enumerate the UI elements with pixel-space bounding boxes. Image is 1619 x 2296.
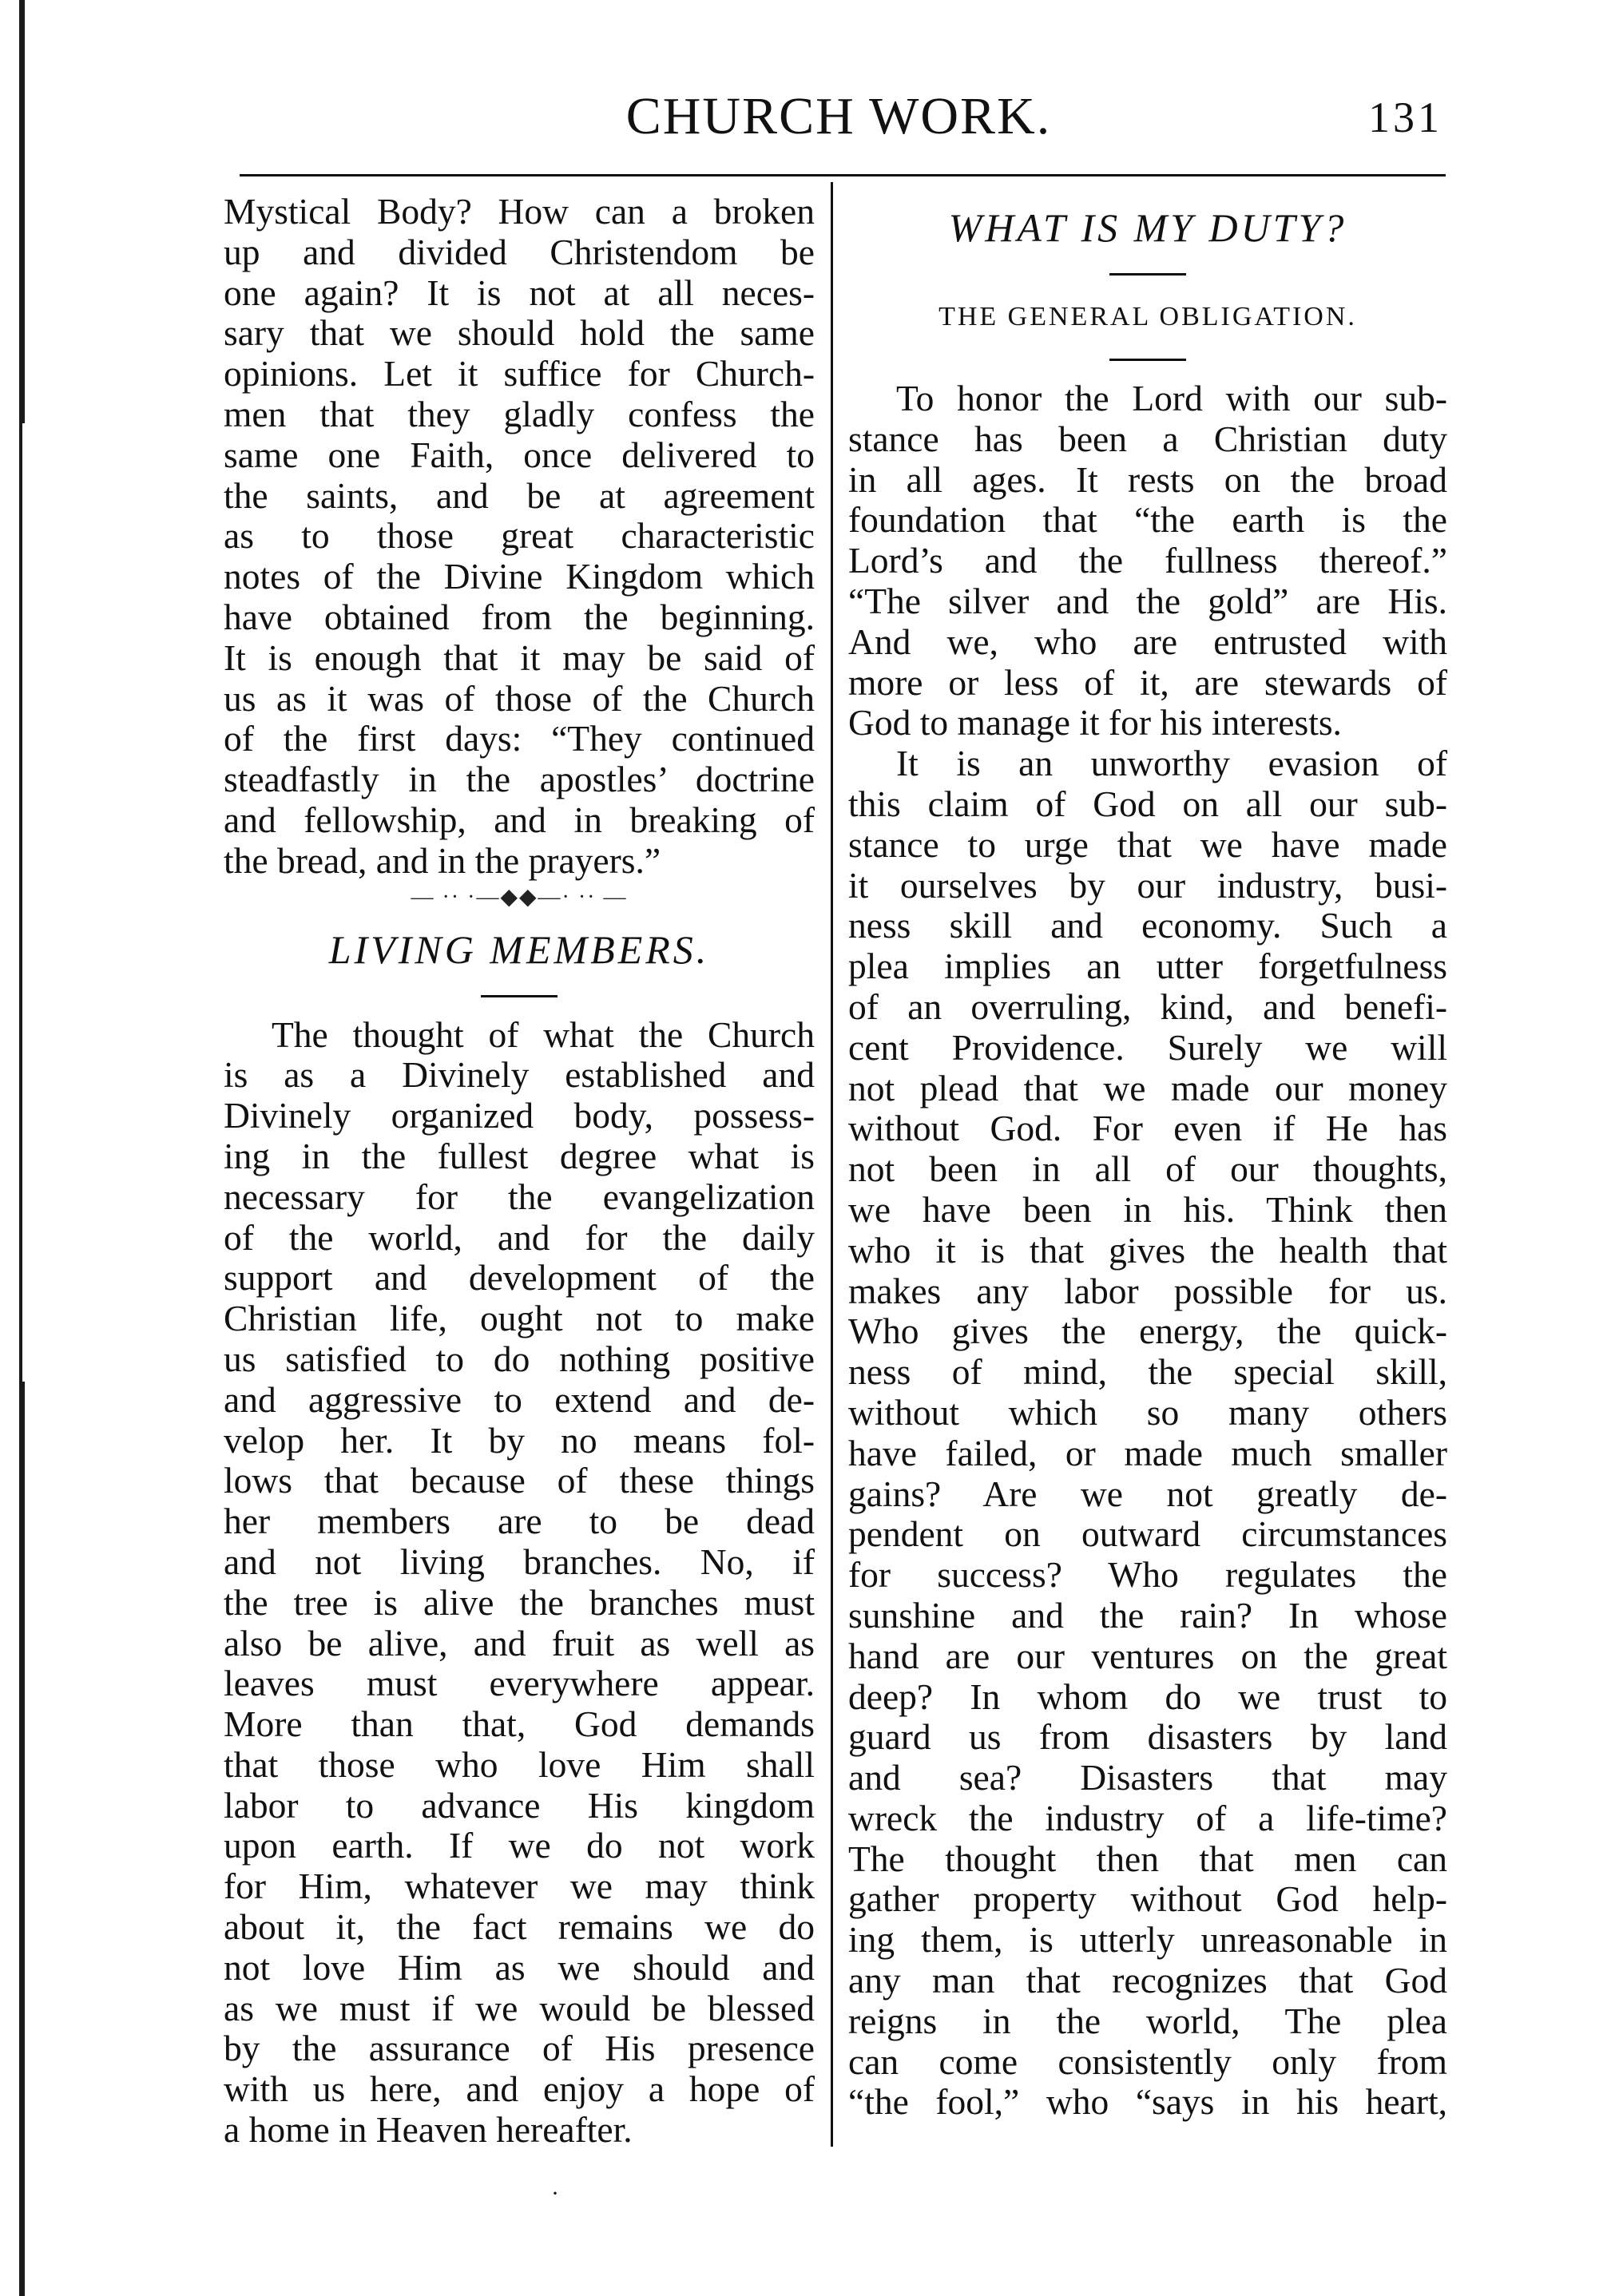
- text-line: not been in all of our thoughts,: [848, 1148, 1447, 1190]
- text-line: hand are our ventures on the great: [848, 1635, 1447, 1676]
- text-line: us as it was of those of the Church: [224, 677, 815, 719]
- text-line: sary that we should hold the same: [224, 312, 815, 354]
- text-line: velop her. It by no means fol-: [224, 1419, 815, 1461]
- text-line: without God. For even if He has: [848, 1108, 1447, 1149]
- text-line: “The silver and the gold” are His.: [848, 580, 1447, 621]
- text-line: ing them, is utterly unreasonable in: [848, 1919, 1447, 1961]
- text-line: It is an unworthy evasion of: [896, 743, 1447, 784]
- text-line: men that they gladly confess the: [224, 393, 815, 434]
- text-line: the tree is alive the branches must: [224, 1581, 815, 1623]
- section-title-living-members: LIVING MEMBERS.: [328, 926, 710, 972]
- right-column: [848, 192, 1447, 2123]
- text-line: It is enough that it may be said of: [224, 636, 815, 678]
- text-line: guard us from disasters by land: [848, 1716, 1447, 1758]
- text-line: this claim of God on all our sub-: [848, 783, 1447, 824]
- text-line: the saints, and be at agreement: [224, 474, 815, 516]
- text-line: without which so many others: [848, 1391, 1447, 1433]
- text-line: and sea? Disasters that may: [848, 1757, 1447, 1798]
- text-line: reigns in the world, The plea: [848, 2000, 1447, 2041]
- subheading-general-obligation: THE GENERAL OBLIGATION.: [938, 302, 1357, 331]
- text-line: by the assurance of His presence: [224, 2028, 815, 2069]
- text-line: also be alive, and fruit as well as: [224, 1622, 815, 1664]
- text-line: about it, the fact remains we do: [224, 1906, 815, 1948]
- living-members-paragraph: [224, 1015, 815, 2151]
- column-divider: [831, 182, 833, 2147]
- text-line: it ourselves by our industry, busi-: [848, 864, 1447, 906]
- text-line: gather property without God help-: [848, 1878, 1447, 1920]
- text-line: Lord’s and the fullness thereof.”: [848, 540, 1447, 581]
- text-line: To honor the Lord with our sub-: [896, 378, 1447, 418]
- text-line: upon earth. If we do not work: [224, 1825, 815, 1866]
- text-line: labor to advance His kingdom: [224, 1784, 815, 1826]
- header-rule: [240, 174, 1446, 176]
- text-line: ness skill and economy. Such a: [848, 905, 1447, 946]
- left-column: [224, 192, 815, 2151]
- section-rule: [1109, 359, 1186, 361]
- text-line: foundation that “the earth is the: [848, 499, 1447, 541]
- text-line: us satisfied to do nothing positive: [224, 1338, 815, 1379]
- print-speck: ·: [551, 2180, 559, 2207]
- text-line: of the first days: “They continued: [224, 718, 815, 759]
- section-rule: [481, 995, 558, 997]
- text-line: have failed, or made much smaller: [848, 1432, 1447, 1473]
- text-line: ness of mind, the special skill,: [848, 1351, 1447, 1393]
- text-line: as we must if we would be blessed: [224, 1987, 815, 2028]
- text-line: The thought of what the Church: [272, 1013, 815, 1055]
- text-line: with us here, and enjoy a hope of: [224, 2068, 815, 2110]
- text-line: more or less of it, are stewards of: [848, 661, 1447, 703]
- text-line: for success? Who regulates the: [848, 1554, 1447, 1596]
- text-line: necessary for the evangelization: [224, 1176, 815, 1217]
- section-title-what-is-my-duty: WHAT IS MY DUTY?: [948, 205, 1347, 250]
- text-line: leaves must everywhere appear.: [224, 1663, 815, 1704]
- text-line: we have been in his. Think then: [848, 1188, 1447, 1230]
- text-line: The thought then that men can: [848, 1838, 1447, 1879]
- continuation-paragraph: [224, 192, 815, 882]
- text-line: “the fool,” who “says in his heart,: [848, 2081, 1447, 2123]
- text-line: up and divided Christendom be: [224, 231, 815, 272]
- text-line: her members are to be dead: [224, 1501, 815, 1542]
- text-line: as to those great characteristic: [224, 515, 815, 557]
- text-line: not plead that we made our money: [848, 1067, 1447, 1108]
- text-line: have obtained from the beginning.: [224, 596, 815, 637]
- text-line: ing in the fullest degree what is: [224, 1135, 815, 1176]
- text-line: for Him, whatever we may think: [224, 1866, 815, 1907]
- text-line: of an overruling, kind, and benefi-: [848, 985, 1447, 1027]
- running-head: [224, 80, 1454, 168]
- text-line: pendent on outward circumstances: [848, 1513, 1447, 1555]
- text-line: of the world, and for the daily: [224, 1216, 815, 1258]
- text-line: gains? Are we not greatly de-: [848, 1473, 1447, 1514]
- text-line: that those who love Him shall: [224, 1743, 815, 1785]
- text-line: makes any labor possible for us.: [848, 1270, 1447, 1311]
- text-line: and fellowship, and in breaking of: [224, 799, 815, 840]
- text-line: and aggressive to extend and de-: [224, 1378, 815, 1420]
- text-line: any man that recognizes that God: [848, 1960, 1447, 2001]
- text-line: wreck the industry of a life-time?: [848, 1797, 1447, 1838]
- text-line: same one Faith, once delivered to: [224, 434, 815, 475]
- text-line: stance has been a Christian duty: [848, 418, 1447, 459]
- text-line: steadfastly in the apostles’ doctrine: [224, 759, 815, 800]
- text-line: Who gives the energy, the quick-: [848, 1311, 1447, 1352]
- section-ornament: — ·· ·—◆◆—· ·· —: [411, 884, 628, 910]
- text-line: the bread, and in the prayers.”: [224, 839, 661, 881]
- text-line: support and development of the: [224, 1257, 815, 1299]
- text-line: And we, who are entrusted with: [848, 621, 1447, 662]
- text-line: Christian life, ought not to make: [224, 1298, 815, 1339]
- text-line: can come consistently only from: [848, 2040, 1447, 2082]
- text-line: in all ages. It rests on the broad: [848, 458, 1447, 500]
- text-line: and not living branches. No, if: [224, 1541, 815, 1582]
- text-line: deep? In whom do we trust to: [848, 1675, 1447, 1717]
- text-line: stance to urge that we have made: [848, 823, 1447, 865]
- page-number: 131: [1368, 93, 1442, 141]
- running-title: CHURCH WORK.: [625, 87, 1052, 145]
- duty-paragraphs: [848, 379, 1447, 2123]
- text-line: is as a Divinely established and: [224, 1054, 815, 1096]
- text-line: lows that because of these things: [224, 1460, 815, 1501]
- text-line: who it is that gives the health that: [848, 1229, 1447, 1271]
- text-line: Mystical Body? How can a broken: [224, 191, 815, 232]
- text-line: not love Him as we should and: [224, 1946, 815, 1988]
- text-line: Divinely organized body, possess-: [224, 1095, 815, 1136]
- text-line: More than that, God demands: [224, 1703, 815, 1745]
- section-rule: [1109, 273, 1186, 276]
- text-line: one again? It is not at all neces-: [224, 272, 815, 313]
- text-line: cent Providence. Surely we will: [848, 1026, 1447, 1068]
- text-line: God to manage it for his interests.: [848, 702, 1342, 744]
- text-line: opinions. Let it suffice for Church-: [224, 353, 815, 395]
- text-line: a home in Heaven hereafter.: [224, 2109, 633, 2151]
- text-line: notes of the Divine Kingdom which: [224, 556, 815, 597]
- text-line: plea implies an utter forgetfulness: [848, 946, 1447, 987]
- text-line: sunshine and the rain? In whose: [848, 1594, 1447, 1636]
